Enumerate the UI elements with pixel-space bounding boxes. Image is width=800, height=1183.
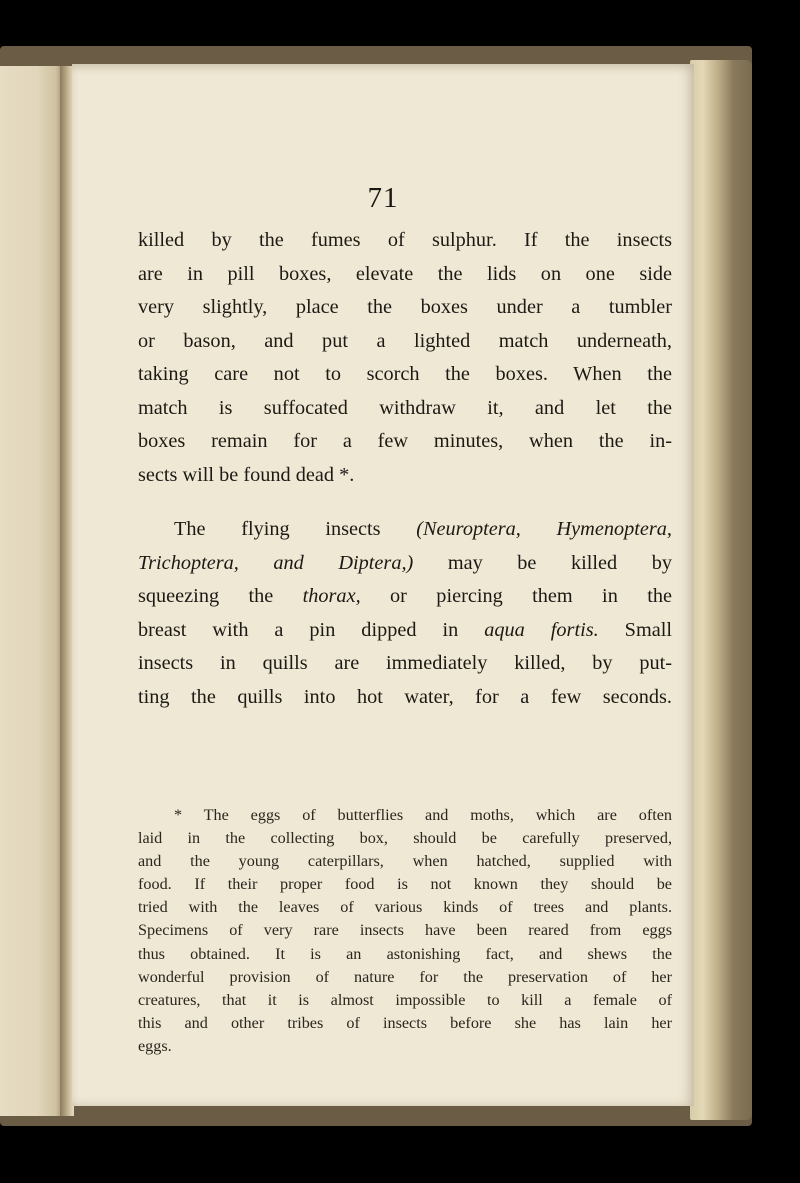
footnote-line: wonderful provision of nature for the preservation of her bbox=[138, 967, 672, 986]
footnote-line: creatures, that it is almost impossible to kill a female of bbox=[138, 990, 672, 1009]
footnote-line: * The eggs of butterflies and moths, which are often bbox=[174, 806, 672, 824]
text-line: match is suffocated withdraw it, and let the bbox=[138, 396, 672, 419]
body-text bbox=[138, 224, 672, 714]
text-run: may be killed by bbox=[413, 551, 672, 574]
footnote-line: thus obtained. It is an astonishing fact, and shews the bbox=[138, 944, 672, 963]
italic-run: Trichoptera, and Diptera,) bbox=[138, 551, 414, 574]
book-page bbox=[72, 64, 694, 1106]
text-line: sects will be found dead *. bbox=[138, 463, 355, 486]
text-run: or piercing them in the bbox=[360, 585, 672, 607]
page-number: 71 bbox=[367, 182, 399, 214]
footnote-line: and the young caterpillars, when hatched, supplied with bbox=[138, 852, 672, 871]
text-line bbox=[138, 513, 672, 547]
italic-run: aqua fortis. bbox=[484, 618, 599, 641]
text-line bbox=[138, 547, 672, 581]
text-line: boxes remain for a few minutes, when the in- bbox=[138, 430, 672, 452]
italic-run: thorax, bbox=[302, 585, 361, 607]
text-line: killed by the fumes of sulphur. If the insects bbox=[138, 229, 672, 251]
text-run: squeezing the bbox=[138, 585, 303, 607]
footnote-line: food. If their proper food is not known they should be bbox=[138, 875, 672, 894]
text-line bbox=[138, 580, 672, 614]
text-run: Small bbox=[598, 618, 672, 641]
footnote-line: laid in the collecting box, should be carefully preserved, bbox=[138, 829, 672, 848]
paragraph-2 bbox=[138, 513, 672, 714]
text-line: or bason, and put a lighted match underneath, bbox=[138, 329, 672, 352]
footnote-line: this and other tribes of insects before she has lain her bbox=[138, 1013, 672, 1032]
footnote bbox=[138, 804, 672, 1058]
text-line: very slightly, place the boxes under a tumbler bbox=[138, 296, 672, 318]
footnote-line: tried with the leaves of various kinds of trees and plants. bbox=[138, 898, 672, 917]
text-line: ting the quills into hot water, for a few seconds. bbox=[138, 685, 672, 708]
paragraph-1 bbox=[138, 224, 672, 492]
page-edges bbox=[690, 60, 752, 1120]
left-page bbox=[0, 66, 62, 1116]
text-line: taking care not to scorch the boxes. When the bbox=[138, 363, 672, 385]
text-line: insects in quills are immediately killed, by put- bbox=[138, 652, 672, 674]
footnote-line: eggs. bbox=[138, 1036, 172, 1055]
footnote-line: Specimens of very rare insects have been reared from eggs bbox=[138, 921, 672, 940]
text-run: breast with a pin dipped in bbox=[138, 618, 485, 641]
text-run: The flying insects bbox=[174, 518, 417, 540]
text-line: are in pill boxes, elevate the lids on one side bbox=[138, 262, 672, 285]
italic-run: (Neuroptera, Hymenoptera, bbox=[416, 518, 672, 540]
text-line bbox=[138, 614, 672, 648]
